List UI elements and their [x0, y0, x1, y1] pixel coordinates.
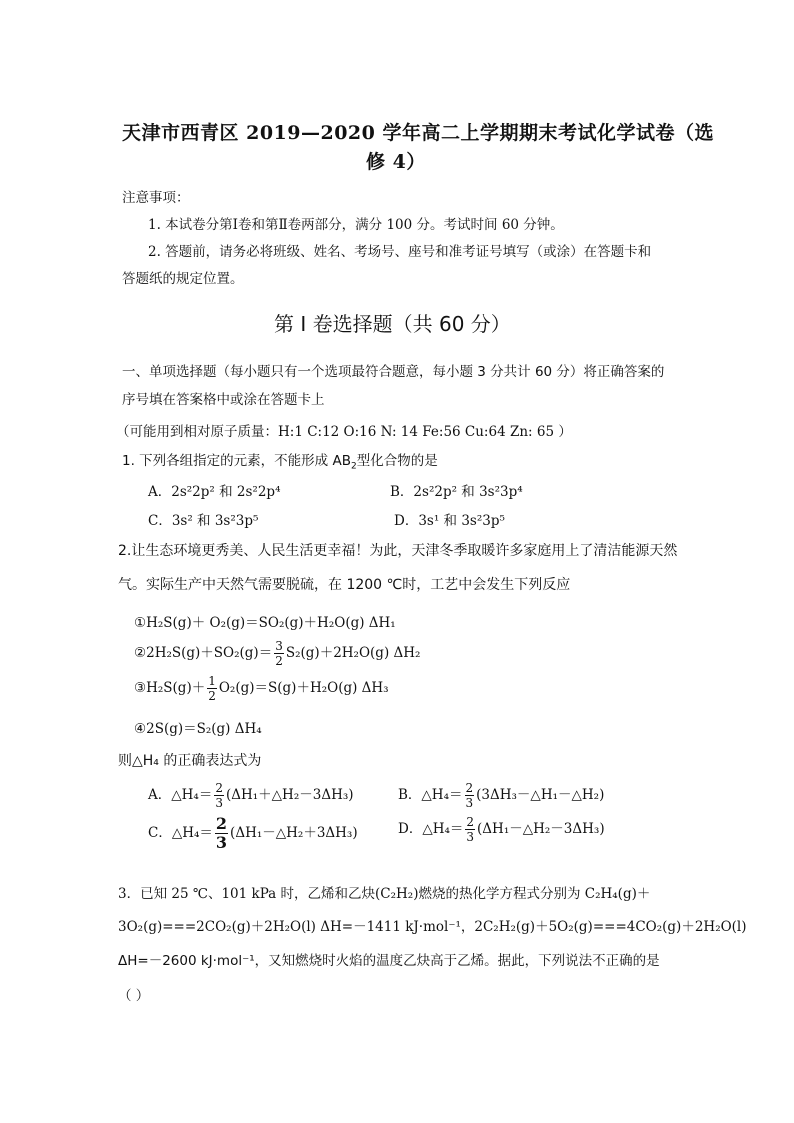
question-2-option-d-label: D．△H₄＝	[398, 821, 464, 837]
question-2-stem-line2: 气。实际生产中天然气需要脱硫，在 1200 ℃时，工艺中会发生下列反应	[118, 577, 571, 593]
reaction-3-left: ③H₂S(g)＋	[134, 680, 206, 696]
section-heading: 第 I 卷选择题（共 60 分）	[274, 312, 511, 336]
notice-heading: 注意事项：	[122, 190, 190, 206]
reaction-2-fraction	[274, 640, 284, 667]
question-2-option-b-fraction	[465, 782, 475, 809]
reaction-2-left: ②2H₂S(g)＋SO₂(g)＝	[134, 645, 273, 661]
question-2-option-b-expression: (3ΔH₃－△H₁－△H₂)	[476, 787, 605, 803]
question-2-option-d-denominator: 3	[466, 830, 475, 844]
question-1-option-a: A．2s²2p² 和 2s²2p⁴	[148, 484, 281, 500]
reaction-2-right: S₂(g)＋2H₂O(g) ΔH₂	[285, 645, 421, 661]
question-3-line3: ΔH=－2600 kJ·mol⁻¹，又知燃烧时火焰的温度乙炔高于乙烯。据此，下列说法不正确的是	[118, 953, 660, 969]
question-2-option-c-label: C．△H₄＝	[148, 825, 213, 841]
question-2-option-c-numerator: 2	[215, 814, 228, 833]
question-2-option-b-label: B．△H₄＝	[398, 787, 463, 803]
question-2-option-c-fraction	[215, 816, 228, 851]
question-2-option-a	[148, 782, 354, 809]
question-1-option-b: B．2s²2p² 和 3s²3p⁴	[390, 484, 523, 500]
question-1-stem-part-b: 型化合物的是	[356, 453, 438, 469]
notice-item-1: 1. 本试卷分第Ⅰ卷和第Ⅱ卷两部分，满分 100 分。考试时间 60 分钟。	[148, 217, 564, 233]
question-3-line1: 3．已知 25 ℃、101 kPa 时，乙烯和乙炔(C₂H₂)燃烧的热化学方程式分别为 C₂H₄(g)＋	[118, 886, 651, 902]
reaction-1: ①H₂S(g)＋ O₂(g)＝SO₂(g)＋H₂O(g) ΔH₁	[134, 615, 396, 631]
question-2-option-d	[398, 816, 605, 843]
question-1-stem-subscript: 2	[350, 461, 357, 472]
question-1-option-d: D．3s¹ 和 3s²3p⁵	[394, 513, 505, 529]
question-2-option-d-fraction	[465, 816, 475, 843]
question-2-option-a-denominator: 3	[215, 796, 223, 810]
reaction-4: ④2S(g)＝S₂(g) ΔH₄	[134, 721, 262, 737]
question-3-line2: 3O₂(g)===2CO₂(g)＋2H₂O(l) ΔH=－1411 kJ·mol⁻¹，2C₂H₂(g)＋5O₂(g)===4CO₂(g)＋2H₂O(l)	[118, 919, 747, 935]
reaction-3-right: O₂(g)＝S(g)＋H₂O(g) ΔH₃	[218, 680, 389, 696]
reaction-3-fraction	[207, 675, 217, 702]
question-2-stem-line1: 2.让生态环境更秀美、人民生活更幸福！为此，天津冬季取暖许多家庭用上了清洁能源天然	[118, 543, 678, 559]
question-1-stem-part-a: 1. 下列各组指定的元素，不能形成 AB	[122, 453, 351, 469]
notice-item-2-line2: 答题纸的规定位置。	[122, 271, 244, 287]
question-2-option-b	[398, 782, 604, 809]
question-1-option-c: C．3s² 和 3s²3p⁵	[148, 513, 259, 529]
question-2-option-c	[148, 816, 358, 851]
question-2-option-c-denominator: 3	[215, 833, 228, 852]
question-2-option-a-expression: (ΔH₁＋△H₂－3ΔH₃)	[225, 787, 354, 803]
reaction-3-fraction-numerator: 1	[208, 674, 216, 688]
reaction-3-fraction-denominator: 2	[208, 689, 216, 703]
section-intro-line1: 一、单项选择题（每小题只有一个选项最符合题意，每小题 3 分共计 60 分）将正确答案的	[122, 364, 665, 380]
atomic-masses-note: （可能用到相对原子质量：H:1 C:12 O:16 N: 14 Fe:56 Cu:64 Zn: 65 ）	[116, 424, 572, 440]
question-3-answer-blank: （ ）	[118, 988, 150, 1004]
question-2-option-d-numerator: 2	[466, 815, 475, 829]
reaction-2	[134, 640, 420, 667]
question-2-option-a-label: A．△H₄＝	[148, 787, 213, 803]
notice-item-2-line1: 2. 答题前，请务必将班级、姓名、考场号、座号和准考证号填写（或涂）在答题卡和	[148, 244, 652, 260]
question-1-stem	[122, 449, 438, 472]
question-2-option-a-fraction	[214, 782, 224, 809]
question-2-option-a-numerator: 2	[215, 781, 223, 795]
reaction-2-fraction-denominator: 2	[275, 654, 283, 668]
reaction-2-fraction-numerator: 3	[275, 639, 283, 653]
question-2-option-b-numerator: 2	[465, 781, 474, 795]
section-intro-line2: 序号填在答案格中或涂在答题卡上	[122, 392, 325, 408]
question-2-option-d-expression: (ΔH₁－△H₂－3ΔH₃)	[477, 821, 605, 837]
question-2-ask: 则△H₄ 的正确表达式为	[118, 753, 262, 769]
question-2-option-c-expression: (ΔH₁－△H₂＋3ΔH₃)	[230, 825, 358, 841]
reaction-3	[134, 675, 389, 702]
document-title-line1: 天津市西青区 2019—2020 学年高二上学期期末考试化学试卷（选	[122, 122, 714, 144]
question-2-option-b-denominator: 3	[465, 796, 474, 810]
document-title-line2: 修 4）	[366, 151, 426, 173]
